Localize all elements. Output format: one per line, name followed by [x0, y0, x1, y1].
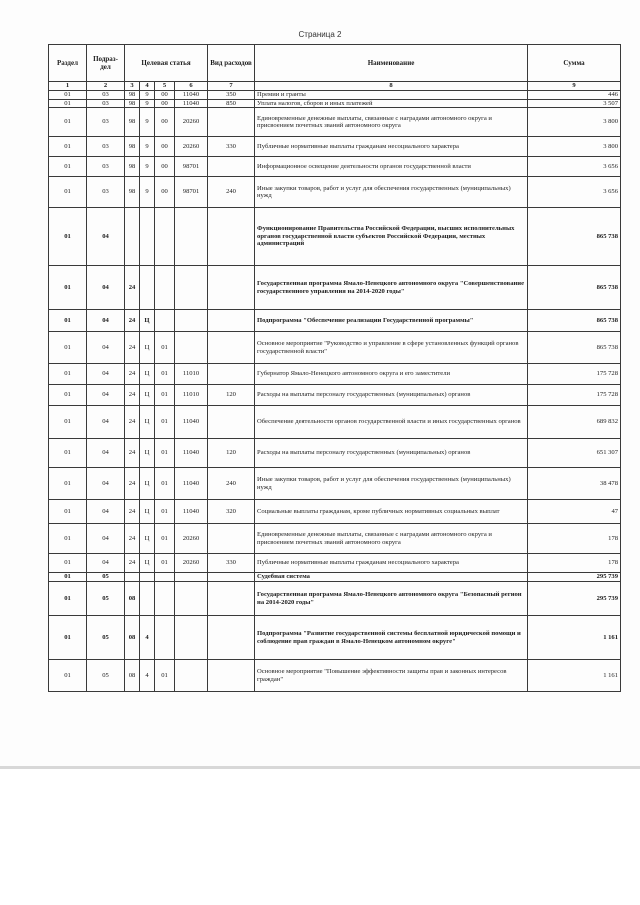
cell-sum: 1 161	[528, 660, 621, 692]
cell-sum: 651 307	[528, 439, 621, 468]
cell-sum: 865 738	[528, 208, 621, 266]
cell-sum: 865 738	[528, 266, 621, 310]
cell-target-2: 9	[140, 91, 155, 100]
cell-target-1: 24	[125, 364, 140, 385]
table-row	[49, 108, 621, 137]
cell-target-2: Ц	[140, 385, 155, 406]
cell-target-4: 11040	[175, 439, 208, 468]
cell-target-3: 00	[155, 157, 175, 177]
scan-edge	[0, 766, 640, 769]
table-row	[49, 582, 621, 616]
cell-podrazdel: 04	[87, 385, 125, 406]
cell-target-4	[175, 616, 208, 660]
cell-razdel: 01	[49, 364, 87, 385]
cell-razdel: 01	[49, 332, 87, 364]
cell-vid: 240	[208, 177, 255, 208]
cell-target-3: 01	[155, 468, 175, 500]
cell-podrazdel: 03	[87, 157, 125, 177]
cell-target-1: 98	[125, 137, 140, 157]
cell-target-4: 11010	[175, 364, 208, 385]
cell-target-1: 24	[125, 524, 140, 554]
cell-vid: 240	[208, 468, 255, 500]
col-number: 7	[208, 82, 255, 91]
table-row	[49, 137, 621, 157]
cell-sum: 178	[528, 524, 621, 554]
cell-sum: 3 800	[528, 108, 621, 137]
cell-target-2: Ц	[140, 468, 155, 500]
col-number: 5	[155, 82, 175, 91]
cell-name: Функционирование Правительства Российской Федерации, высших исполнительных органов государственной власти субъектов Российской Федерации, местных администраций	[255, 208, 528, 266]
table-row	[49, 616, 621, 660]
cell-podrazdel: 04	[87, 310, 125, 332]
cell-target-2: Ц	[140, 310, 155, 332]
cell-target-1: 24	[125, 439, 140, 468]
cell-razdel: 01	[49, 177, 87, 208]
cell-podrazdel: 05	[87, 573, 125, 582]
cell-sum: 295 739	[528, 573, 621, 582]
header-sum: Сумма	[528, 45, 621, 82]
cell-podrazdel: 05	[87, 616, 125, 660]
cell-podrazdel: 03	[87, 91, 125, 100]
cell-razdel: 01	[49, 500, 87, 524]
cell-razdel: 01	[49, 157, 87, 177]
cell-name: Государственная программа Ямало-Ненецкого автономного округа "Безопасный регион на 2014-2020 годы"	[255, 582, 528, 616]
cell-name: Судебная система	[255, 573, 528, 582]
cell-target-2: Ц	[140, 439, 155, 468]
table-row	[49, 208, 621, 266]
cell-podrazdel: 05	[87, 660, 125, 692]
table-row	[49, 524, 621, 554]
cell-target-3: 01	[155, 385, 175, 406]
cell-target-2	[140, 573, 155, 582]
cell-name: Премии и гранты	[255, 91, 528, 100]
cell-target-3: 01	[155, 524, 175, 554]
cell-target-3: 01	[155, 332, 175, 364]
cell-target-1: 24	[125, 310, 140, 332]
cell-target-3: 01	[155, 406, 175, 439]
cell-razdel: 01	[49, 660, 87, 692]
cell-target-2: 9	[140, 108, 155, 137]
cell-target-2: Ц	[140, 364, 155, 385]
cell-razdel: 01	[49, 406, 87, 439]
cell-target-2: 4	[140, 616, 155, 660]
cell-sum: 295 739	[528, 582, 621, 616]
cell-vid: 330	[208, 554, 255, 573]
cell-target-2	[140, 582, 155, 616]
cell-name: Информационное освещение деятельности органов государственной власти	[255, 157, 528, 177]
cell-sum: 1 161	[528, 616, 621, 660]
cell-sum: 175 728	[528, 385, 621, 406]
table-row	[49, 554, 621, 573]
cell-target-2: 9	[140, 137, 155, 157]
cell-target-4	[175, 573, 208, 582]
cell-name: Расходы на выплаты персоналу государственных (муниципальных) органов	[255, 439, 528, 468]
table-row	[49, 385, 621, 406]
header-name: Наименование	[255, 45, 528, 82]
cell-razdel: 01	[49, 439, 87, 468]
cell-target-2: Ц	[140, 500, 155, 524]
cell-razdel: 01	[49, 137, 87, 157]
cell-podrazdel: 04	[87, 208, 125, 266]
cell-sum: 865 738	[528, 332, 621, 364]
cell-target-2: 9	[140, 157, 155, 177]
cell-sum: 689 832	[528, 406, 621, 439]
cell-target-1	[125, 208, 140, 266]
cell-target-2: 9	[140, 99, 155, 108]
table-row	[49, 439, 621, 468]
cell-podrazdel: 03	[87, 137, 125, 157]
cell-vid	[208, 364, 255, 385]
table-row	[49, 157, 621, 177]
table-row	[49, 500, 621, 524]
header-row	[49, 45, 621, 82]
cell-target-3: 00	[155, 137, 175, 157]
table-row	[49, 406, 621, 439]
cell-razdel: 01	[49, 108, 87, 137]
cell-name: Иные закупки товаров, работ и услуг для обеспечения государственных (муниципальных) нужд	[255, 177, 528, 208]
table-row	[49, 91, 621, 100]
cell-vid	[208, 582, 255, 616]
cell-razdel: 01	[49, 468, 87, 500]
cell-target-2: Ц	[140, 554, 155, 573]
cell-podrazdel: 05	[87, 582, 125, 616]
cell-target-2: Ц	[140, 524, 155, 554]
cell-target-4	[175, 310, 208, 332]
cell-target-2: 4	[140, 660, 155, 692]
cell-target-1: 08	[125, 582, 140, 616]
cell-podrazdel: 04	[87, 500, 125, 524]
col-number: 2	[87, 82, 125, 91]
col-number: 3	[125, 82, 140, 91]
cell-target-3: 00	[155, 99, 175, 108]
cell-sum: 47	[528, 500, 621, 524]
table-row	[49, 364, 621, 385]
cell-sum: 3 507	[528, 99, 621, 108]
cell-sum: 3 800	[528, 137, 621, 157]
cell-target-4	[175, 266, 208, 310]
cell-target-1: 24	[125, 406, 140, 439]
cell-target-4: 11040	[175, 468, 208, 500]
cell-name: Государственная программа Ямало-Ненецкого автономного округа "Совершенствование государственного управления на 2014-2020 годы"	[255, 266, 528, 310]
cell-target-3: 01	[155, 500, 175, 524]
cell-name: Подпрограмма "Развитие государственной системы бесплатной юридической помощи и соблюдение прав граждан в Ямало-Ненецком автономном округе"	[255, 616, 528, 660]
cell-target-1: 24	[125, 500, 140, 524]
cell-name: Единовременные денежные выплаты, связанные с наградами автономного округа и присвоением почетных званий автономного округа	[255, 108, 528, 137]
cell-podrazdel: 04	[87, 554, 125, 573]
cell-target-4: 11010	[175, 385, 208, 406]
cell-sum: 865 738	[528, 310, 621, 332]
col-number: 9	[528, 82, 621, 91]
cell-podrazdel: 04	[87, 439, 125, 468]
table-row	[49, 332, 621, 364]
cell-sum: 38 478	[528, 468, 621, 500]
cell-target-4: 98701	[175, 177, 208, 208]
cell-razdel: 01	[49, 208, 87, 266]
cell-name: Единовременные денежные выплаты, связанные с наградами автономного округа и присвоением почетных званий автономного округа	[255, 524, 528, 554]
cell-target-4: 11040	[175, 91, 208, 100]
cell-name: Социальные выплаты гражданам, кроме публичных нормативных социальных выплат	[255, 500, 528, 524]
cell-target-1: 24	[125, 554, 140, 573]
cell-sum: 446	[528, 91, 621, 100]
cell-target-3: 01	[155, 660, 175, 692]
cell-vid	[208, 266, 255, 310]
cell-name: Иные закупки товаров, работ и услуг для обеспечения государственных (муниципальных) нужд	[255, 468, 528, 500]
cell-podrazdel: 04	[87, 468, 125, 500]
cell-vid: 320	[208, 500, 255, 524]
cell-target-4	[175, 660, 208, 692]
cell-podrazdel: 04	[87, 266, 125, 310]
cell-vid	[208, 524, 255, 554]
header-razdel: Раздел	[49, 45, 87, 82]
cell-target-1: 98	[125, 99, 140, 108]
header-podrazdel: Подраз-дел	[87, 45, 125, 82]
cell-sum: 178	[528, 554, 621, 573]
table-row	[49, 310, 621, 332]
cell-target-1: 98	[125, 91, 140, 100]
cell-podrazdel: 03	[87, 108, 125, 137]
table-row	[49, 660, 621, 692]
column-number-row	[49, 82, 621, 91]
cell-podrazdel: 03	[87, 177, 125, 208]
col-number: 1	[49, 82, 87, 91]
cell-target-4: 11040	[175, 406, 208, 439]
table-row	[49, 573, 621, 582]
cell-target-1: 08	[125, 660, 140, 692]
cell-name: Публичные нормативные выплаты гражданам несоциального характера	[255, 554, 528, 573]
cell-vid	[208, 310, 255, 332]
cell-razdel: 01	[49, 616, 87, 660]
cell-target-3	[155, 573, 175, 582]
cell-vid: 850	[208, 99, 255, 108]
cell-vid: 350	[208, 91, 255, 100]
cell-vid	[208, 332, 255, 364]
cell-target-1: 98	[125, 108, 140, 137]
cell-target-4: 11040	[175, 500, 208, 524]
cell-target-4: 20260	[175, 554, 208, 573]
cell-razdel: 01	[49, 573, 87, 582]
cell-target-3	[155, 310, 175, 332]
cell-name: Обеспечение деятельности органов государственной власти и иных государственных органов	[255, 406, 528, 439]
cell-vid: 120	[208, 439, 255, 468]
cell-target-2: Ц	[140, 406, 155, 439]
cell-target-1: 98	[125, 177, 140, 208]
col-number: 6	[175, 82, 208, 91]
cell-target-4	[175, 208, 208, 266]
cell-target-4: 20260	[175, 137, 208, 157]
cell-target-2: Ц	[140, 332, 155, 364]
cell-razdel: 01	[49, 91, 87, 100]
cell-podrazdel: 04	[87, 364, 125, 385]
cell-sum: 175 728	[528, 364, 621, 385]
header-vid: Вид расходов	[208, 45, 255, 82]
cell-target-1: 24	[125, 468, 140, 500]
col-number: 8	[255, 82, 528, 91]
cell-target-3: 01	[155, 439, 175, 468]
col-number: 4	[140, 82, 155, 91]
cell-target-4: 20260	[175, 108, 208, 137]
cell-razdel: 01	[49, 99, 87, 108]
cell-target-2	[140, 208, 155, 266]
cell-target-2: 9	[140, 177, 155, 208]
cell-target-3	[155, 266, 175, 310]
cell-vid: 330	[208, 137, 255, 157]
cell-podrazdel: 03	[87, 99, 125, 108]
cell-podrazdel: 04	[87, 524, 125, 554]
table-row	[49, 177, 621, 208]
cell-razdel: 01	[49, 554, 87, 573]
cell-sum: 3 656	[528, 157, 621, 177]
cell-podrazdel: 04	[87, 332, 125, 364]
table-row	[49, 468, 621, 500]
cell-vid	[208, 406, 255, 439]
header-target: Целевая статья	[125, 45, 208, 82]
cell-target-3	[155, 582, 175, 616]
cell-razdel: 01	[49, 385, 87, 406]
cell-vid	[208, 108, 255, 137]
cell-target-1: 98	[125, 157, 140, 177]
page-label: Страница 2	[298, 30, 342, 39]
cell-razdel: 01	[49, 266, 87, 310]
cell-vid	[208, 573, 255, 582]
cell-target-1	[125, 573, 140, 582]
cell-name: Основное мероприятие "Повышение эффективности защиты прав и законных интересов граждан"	[255, 660, 528, 692]
cell-target-4: 98701	[175, 157, 208, 177]
cell-vid	[208, 660, 255, 692]
cell-target-3	[155, 616, 175, 660]
table-row	[49, 266, 621, 310]
cell-target-4: 11040	[175, 99, 208, 108]
cell-podrazdel: 04	[87, 406, 125, 439]
cell-sum: 3 656	[528, 177, 621, 208]
cell-target-3: 01	[155, 364, 175, 385]
cell-target-3: 00	[155, 177, 175, 208]
cell-target-3: 00	[155, 91, 175, 100]
cell-vid: 120	[208, 385, 255, 406]
cell-target-1: 24	[125, 332, 140, 364]
budget-table	[48, 44, 621, 692]
cell-target-1: 24	[125, 385, 140, 406]
cell-target-2	[140, 266, 155, 310]
cell-target-1: 24	[125, 266, 140, 310]
cell-razdel: 01	[49, 582, 87, 616]
cell-target-4	[175, 332, 208, 364]
cell-name: Публичные нормативные выплаты гражданам несоциального характера	[255, 137, 528, 157]
cell-name: Основное мероприятие "Руководство и управление в сфере установленных функций органов государственной власти"	[255, 332, 528, 364]
cell-name: Подпрограмма "Обеспечение реализации Государственной программы"	[255, 310, 528, 332]
cell-vid	[208, 616, 255, 660]
cell-name: Уплата налогов, сборов и иных платежей	[255, 99, 528, 108]
table-row	[49, 99, 621, 108]
cell-name: Расходы на выплаты персоналу государственных (муниципальных) органов	[255, 385, 528, 406]
cell-target-3	[155, 208, 175, 266]
cell-target-1: 08	[125, 616, 140, 660]
cell-razdel: 01	[49, 310, 87, 332]
cell-name: Губернатор Ямало-Ненецкого автономного округа и его заместители	[255, 364, 528, 385]
cell-target-4: 20260	[175, 524, 208, 554]
cell-target-3: 00	[155, 108, 175, 137]
cell-vid	[208, 157, 255, 177]
cell-target-3: 01	[155, 554, 175, 573]
cell-razdel: 01	[49, 524, 87, 554]
cell-vid	[208, 208, 255, 266]
cell-target-4	[175, 582, 208, 616]
